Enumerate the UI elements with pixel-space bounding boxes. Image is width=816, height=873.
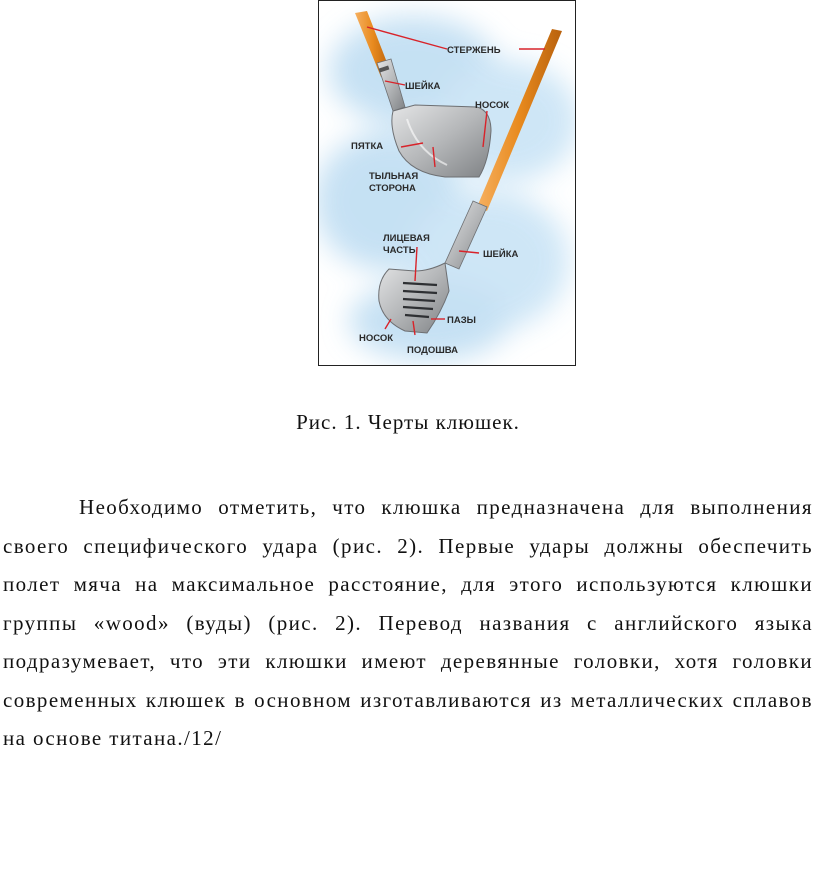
- label-heel: ПЯТКА: [351, 141, 384, 152]
- label-shaft: СТЕРЖЕНЬ: [447, 45, 501, 56]
- body-paragraph: Необходимо отметить, что клюшка предназначена для выполнения своего специфического удара (рис. 2). Первые удары должны обеспечить полет мяча на максимальное расстояние, для этого используются клюшки группы «wood» (вуды) (рис. 2). Перевод названия с английского языка подразумевает, что эти клюшки имеют деревянные головки, хотя головки современных клюшек в основном изготавливаются из металлических сплавов на основе титана./12/: [3, 495, 813, 750]
- golf-club-diagram: [319, 1, 576, 366]
- label-sole: ПОДОШВА: [407, 345, 459, 356]
- label-toe-bottom: НОСОК: [359, 333, 394, 344]
- label-back-line2: СТОРОНА: [369, 183, 416, 194]
- label-grooves: ПАЗЫ: [447, 315, 476, 326]
- figure-caption: Рис. 1. Черты клюшек.: [296, 410, 520, 434]
- label-toe-top: НОСОК: [475, 100, 510, 111]
- label-neck-top: ШЕЙКА: [405, 81, 441, 92]
- golf-club-figure: [318, 0, 576, 366]
- label-back-line1: ТЫЛЬНАЯ: [369, 171, 419, 182]
- label-neck-bottom: ШЕЙКА: [483, 249, 519, 260]
- label-face-line2: ЧАСТЬ: [383, 245, 416, 256]
- label-face-line1: ЛИЦЕВАЯ: [383, 233, 430, 244]
